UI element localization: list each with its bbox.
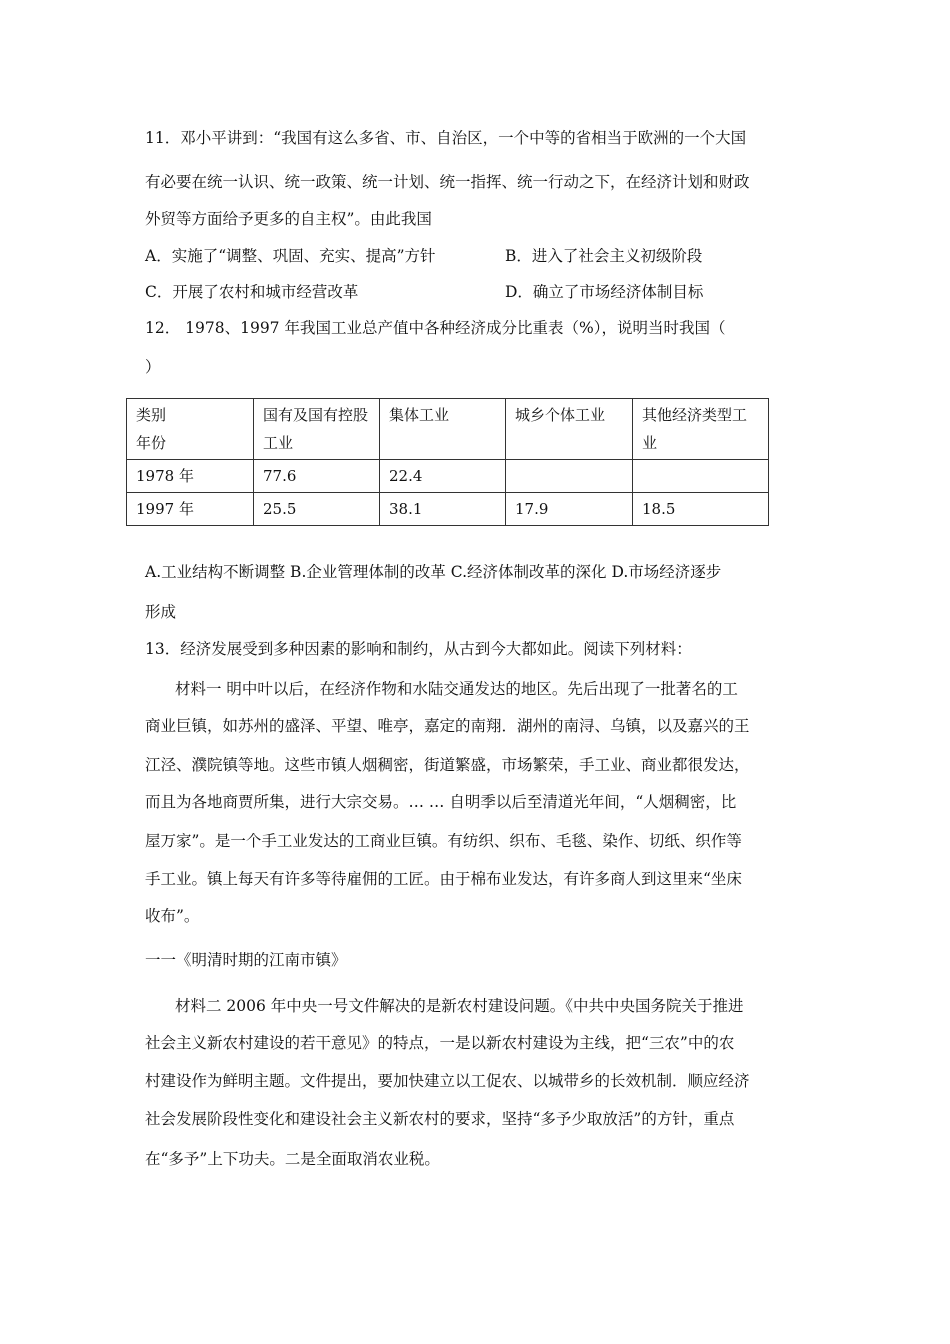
material1-source: 一一《明清时期的江南市镇》 [145,951,347,969]
material2-line-4: 社会发展阶段性变化和建设社会主义新农村的要求，坚持“多予少取放活”的方针，重点 [145,1110,735,1128]
table-cell [506,460,633,493]
table-header-cell: 集体工业 [380,399,506,460]
material1-line-5: 屋万家”。是一个手工业发达的工商业巨镇。有纺织、织布、毛毯、染作、切纸、织作等 [145,832,742,850]
table-header-row [127,399,769,460]
q11-stem-line-3: 外贸等方面给予更多的自主权”。由此我国 [145,210,432,228]
q11-option-c: C．开展了农村和城市经营改革 [145,283,359,301]
q11-stem-line-1: 11．邓小平讲到：“我国有这么多省、市、自治区，一个中等的省相当于欧洲的一个大国 [145,129,747,147]
table-header-cell: 其他经济类型工业 [633,399,769,460]
table-corner-cell [127,399,254,460]
corner-category-label: 类别 [136,406,167,424]
q11-option-a: A．实施了“调整、巩固、充实、提高”方针 [145,247,436,265]
material1-line-2: 商业巨镇，如苏州的盛泽、平望、唯亭，嘉定的南翔．湖州的南浔、乌镇，以及嘉兴的王 [145,717,750,735]
table-cell: 38.1 [380,493,506,526]
table-cell: 17.9 [506,493,633,526]
material2-line-3: 村建设作为鲜明主题。文件提出，要加快建立以工促农、以城带乡的长效机制．顺应经济 [145,1072,750,1090]
q12-options-line-1: A.工业结构不断调整 B.企业管理体制的改革 C.经济体制改革的深化 D.市场经济逐步 [145,563,722,581]
material1-line-7: 收布”。 [145,907,200,925]
table-cell [633,460,769,493]
q12-stem-line-1: 12． 1978、1997 年我国工业总产值中各种经济成分比重表（%），说明当时我国（ [145,319,726,337]
table-header-cell: 城乡个体工业 [506,399,633,460]
table-year-cell: 1978 年 [127,460,254,493]
table-year-cell: 1997 年 [127,493,254,526]
material2-line-5: 在“多予”上下功夫。二是全面取消农业税。 [145,1150,440,1168]
economic-share-table [126,398,769,526]
material2-line-1: 材料二 2006 年中央一号文件解决的是新农村建设问题。《中共中央国务院关于推进 [175,997,744,1015]
table-cell: 22.4 [380,460,506,493]
q11-stem-line-2: 有必要在统一认识、统一政策、统一计划、统一指挥、统一行动之下，在经济计划和财政 [145,173,750,191]
material1-line-4: 而且为各地商贾所集，进行大宗交易。… … 自明季以后至清道光年间，“人烟稠密，比 [145,793,737,811]
q12-options-line-2: 形成 [145,603,177,621]
corner-year-label: 年份 [136,434,167,452]
q12-stem-line-2: ） [145,358,161,376]
table-cell: 18.5 [633,493,769,526]
table-header-cell: 国有及国有控股工业 [254,399,380,460]
material1-line-6: 手工业。镇上每天有许多等待雇佣的工匠。由于棉布业发达，有许多商人到这里来“坐床 [145,870,742,888]
table-cell: 77.6 [254,460,380,493]
table-cell: 25.5 [254,493,380,526]
q11-option-d: D．确立了市场经济体制目标 [505,283,704,301]
material1-line-3: 江泾、濮院镇等地。这些市镇人烟稠密，街道繁盛，市场繁荣，手工业、商业都很发达， [145,756,750,774]
material2-line-2: 社会主义新农村建设的若干意见》的特点，一是以新农村建设为主线，把“三农”中的农 [145,1034,735,1052]
q11-option-b: B．进入了社会主义初级阶段 [505,247,703,265]
material1-line-1: 材料一 明中叶以后，在经济作物和水陆交通发达的地区。先后出现了一批著名的工 [175,680,738,698]
q13-stem: 13．经济发展受到多种因素的影响和制约，从古到今大都如此。阅读下列材料： [145,640,692,658]
table-row [127,493,769,526]
table-row [127,460,769,493]
